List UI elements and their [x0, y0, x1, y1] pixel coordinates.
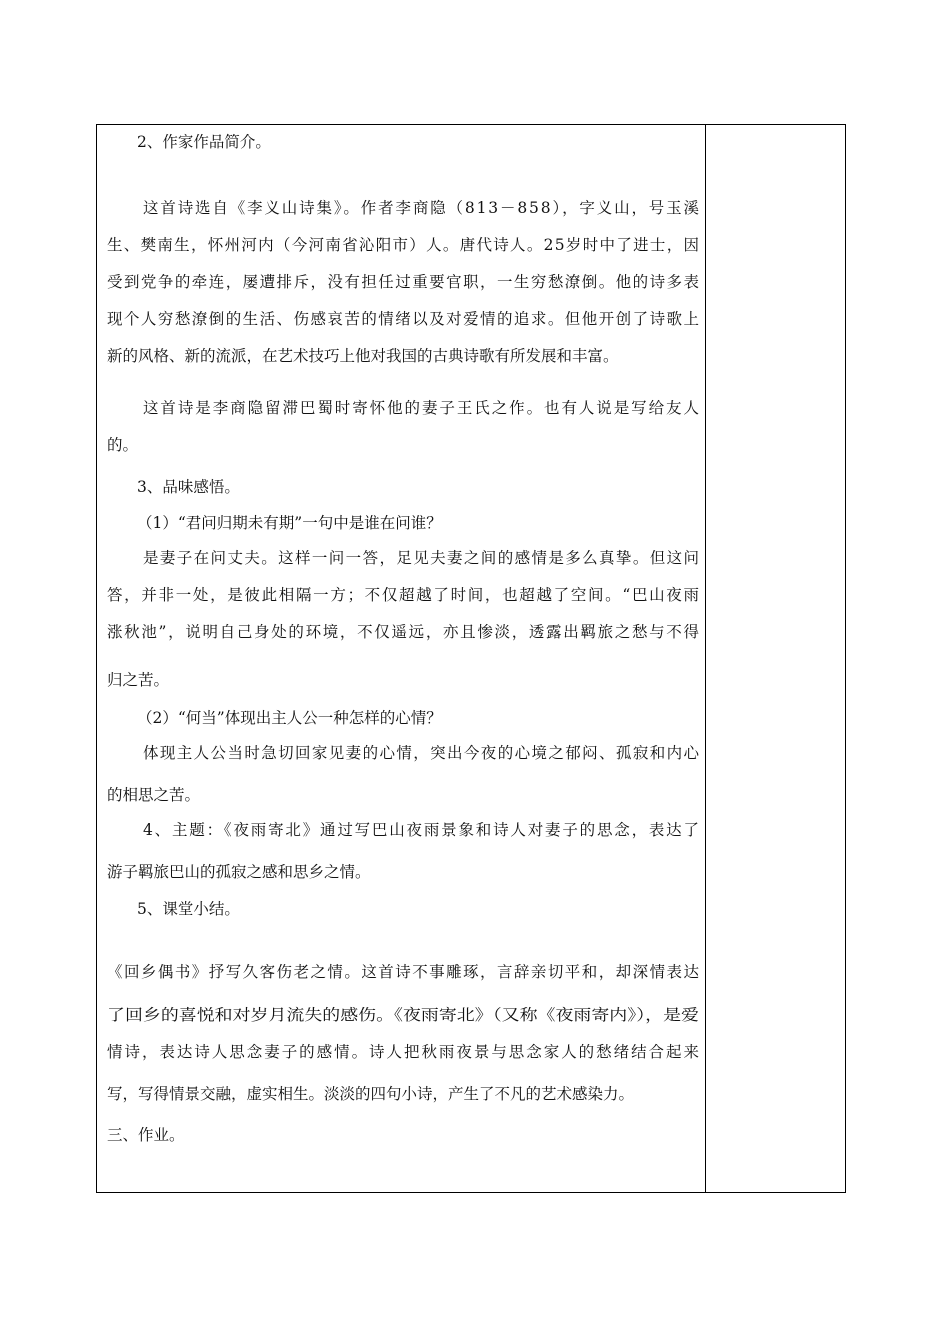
text-line: 受到党争的牵连，屡遭排斥，没有担任过重要官职，一生穷愁潦倒。他的诗多表	[107, 273, 701, 291]
text-line: 生、樊南生，怀州河内（今河南省沁阳市）人。唐代诗人。25岁时中了进士，因	[107, 236, 701, 254]
text-line: （2）“何当”体现出主人公一种怎样的心情？	[137, 709, 442, 727]
text-line: 是妻子在问丈夫。这样一问一答，足见夫妻之间的感情是多么真挚。但这问	[143, 549, 701, 567]
text-line: 写，写得情景交融，虚实相生。淡淡的四句小诗，产生了不凡的艺术感染力。	[107, 1085, 635, 1103]
text-line: 《回乡偶书》抒写久客伤老之情。这首诗不事雕琢，言辞亲切平和，却深情表达	[107, 963, 701, 981]
notes-column-cell	[706, 125, 845, 1192]
text-line: 的。	[107, 436, 139, 454]
text-line: 这首诗是李商隐留滞巴蜀时寄怀他的妻子王氏之作。也有人说是写给友人	[143, 399, 701, 417]
lesson-table	[96, 124, 846, 1193]
text-line: 涨秋池”，说明自己身处的环境，不仅遥远，亦且惨淡，透露出羁旅之愁与不得	[107, 623, 701, 641]
text-line: 三、作业。	[107, 1126, 185, 1144]
text-line: 3、品味感悟。	[137, 478, 240, 496]
text-line: 新的风格、新的流派，在艺术技巧上他对我国的古典诗歌有所发展和丰富。	[107, 347, 619, 365]
text-line: 的相思之苦。	[107, 786, 201, 804]
text-line: 了回乡的喜悦和对岁月流失的感伤。《夜雨寄北》（又称《夜雨寄内》），是爱	[107, 1006, 699, 1024]
text-line: 4、主题：《夜雨寄北》通过写巴山夜雨景象和诗人对妻子的思念，表达了	[143, 821, 701, 839]
text-line: 体现主人公当时急切回家见妻的心情，突出今夜的心境之郁闷、孤寂和内心	[143, 744, 701, 762]
text-line: 2、作家作品简介。	[137, 133, 271, 151]
text-line: 答，并非一处，是彼此相隔一方；不仅超越了时间，也超越了空间。“巴山夜雨	[107, 586, 701, 604]
text-line: 归之苦。	[107, 671, 170, 689]
text-line: 游子羁旅巴山的孤寂之感和思乡之情。	[107, 863, 371, 881]
text-line: 现个人穷愁潦倒的生活、伤感哀苦的情绪以及对爱情的追求。但他开创了诗歌上	[107, 310, 701, 328]
text-line: （1）“君问归期未有期”一句中是谁在问谁？	[137, 514, 442, 532]
text-line: 这首诗选自《李义山诗集》。作者李商隐（813－858），字义山，号玉溪	[143, 199, 701, 217]
text-line: 5、课堂小结。	[137, 900, 240, 918]
text-line: 情诗，表达诗人思念妻子的感情。诗人把秋雨夜景与思念家人的愁绪结合起来	[107, 1043, 701, 1061]
